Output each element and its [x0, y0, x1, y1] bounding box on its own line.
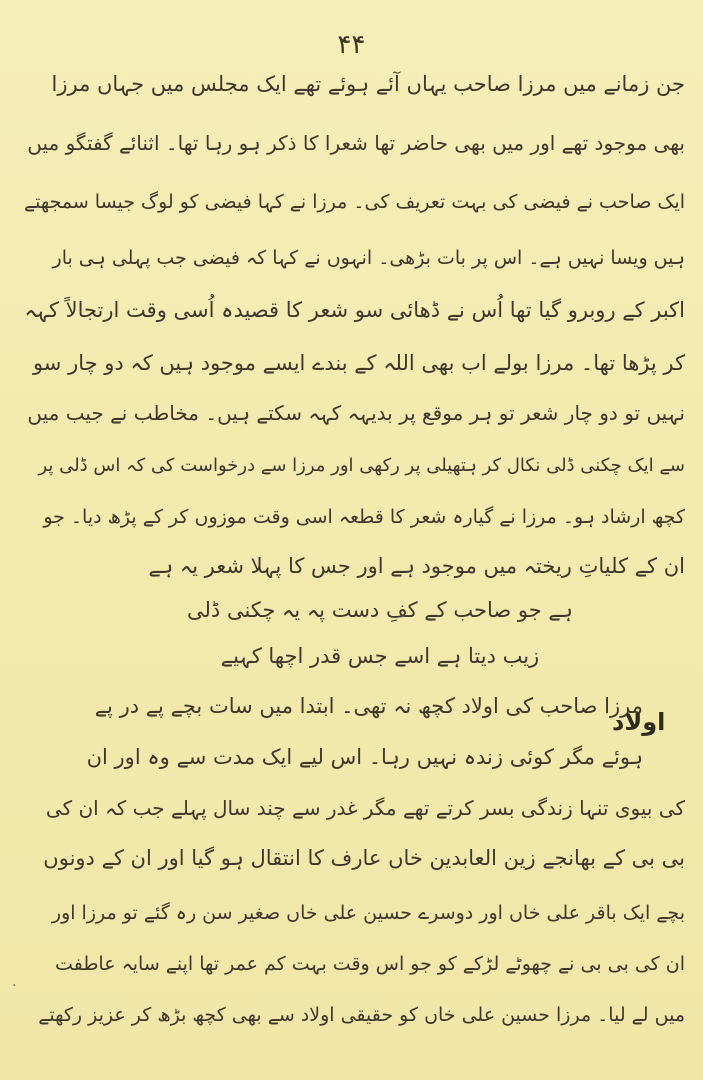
text-line: ہیں ویسا نہیں ہے۔ اس پر بات بڑھی۔ انہوں نے کہا کہ فیضی جب پہلی ہی بار — [52, 247, 685, 269]
text-line: ایک صاحب نے فیضی کی بہت تعریف کی۔ مرزا نے کہا فیضی کو لوگ جیسا سمجھتے — [23, 191, 685, 213]
text-line: بی بی کے بھانجے زین العابدین خاں عارف کا انتقال ہو گیا اور ان کے دونوں — [43, 846, 685, 870]
text-line: مرزا صاحب کی اولاد کچھ نہ تھی۔ ابتدا میں سات بچے پے در پے — [94, 694, 643, 718]
page-number: ۴۴ — [337, 30, 366, 60]
text-line: میں لے لیا۔ مرزا حسین علی خاں کو حقیقی اولاد سے بھی کچھ بڑھ کر عزیز رکھتے — [38, 1004, 685, 1026]
section-heading-aulad: اولاد — [612, 708, 666, 736]
couplet-line-1: ہے جو صاحب کے کفِ دست پہ یہ چکنی ڈلی — [187, 598, 573, 622]
text-line: سے ایک چکنی ڈلی نکال کر ہتھیلی پر رکھی اور مرزا سے درخواست کی کہ اس ڈلی پر — [38, 455, 685, 476]
text-line: اکبر کے روبرو گیا تھا اُس نے ڈھائی سو شعر کا قصیدہ اُسی وقت ارتجالاً کہہ — [24, 298, 685, 322]
text-line: ان کی بی بی نے چھوٹے لڑکے کو جو اس وقت بہت کم عمر تھا اپنے سایہ عاطفت — [55, 953, 685, 975]
text-line: جن زمانے میں مرزا صاحب یہاں آئے ہوئے تھے ایک مجلس میں جہاں مرزا — [51, 72, 685, 96]
text-line: ہوئے مگر کوئی زندہ نہیں رہا۔ اس لیے ایک مدت سے وہ اور ان — [86, 745, 643, 769]
text-line: بھی موجود تھے اور میں بھی حاضر تھا شعرا کا ذکر ہو رہا تھا۔ اثنائے گفتگو میں — [27, 131, 685, 155]
text-line: ان کے کلیاتِ ریختہ میں موجود ہے اور جس کا پہلا شعر یہ ہے — [148, 554, 685, 578]
text-line: کر پڑھا تھا۔ مرزا بولے اب بھی اللہ کے بندے ایسے موجود ہیں کہ دو چار سو — [32, 351, 685, 375]
text-line: کچھ ارشاد ہو۔ مرزا نے گیارہ شعر کا قطعہ اسی وقت موزوں کر کے پڑھ دیا۔ جو — [43, 506, 685, 528]
margin-mark-icon: · — [12, 978, 17, 994]
text-line: نہیں تو دو چار شعر تو ہر موقع پر بدیہہ کہہ سکتے ہیں۔ مخاطب نے جیب میں — [27, 401, 685, 425]
text-line: کی بیوی تنہا زندگی بسر کرتے تھے مگر غدر سے چند سال پہلے جب کہ ان کی — [45, 796, 685, 820]
text-line: بچے ایک باقر علی خاں اور دوسرے حسین علی خاں صغیر سن رہ گئے تو مرزا اور — [51, 902, 685, 924]
couplet-line-2: زیب دیتا ہے اسے جس قدر اچھا کہیے — [220, 644, 540, 668]
